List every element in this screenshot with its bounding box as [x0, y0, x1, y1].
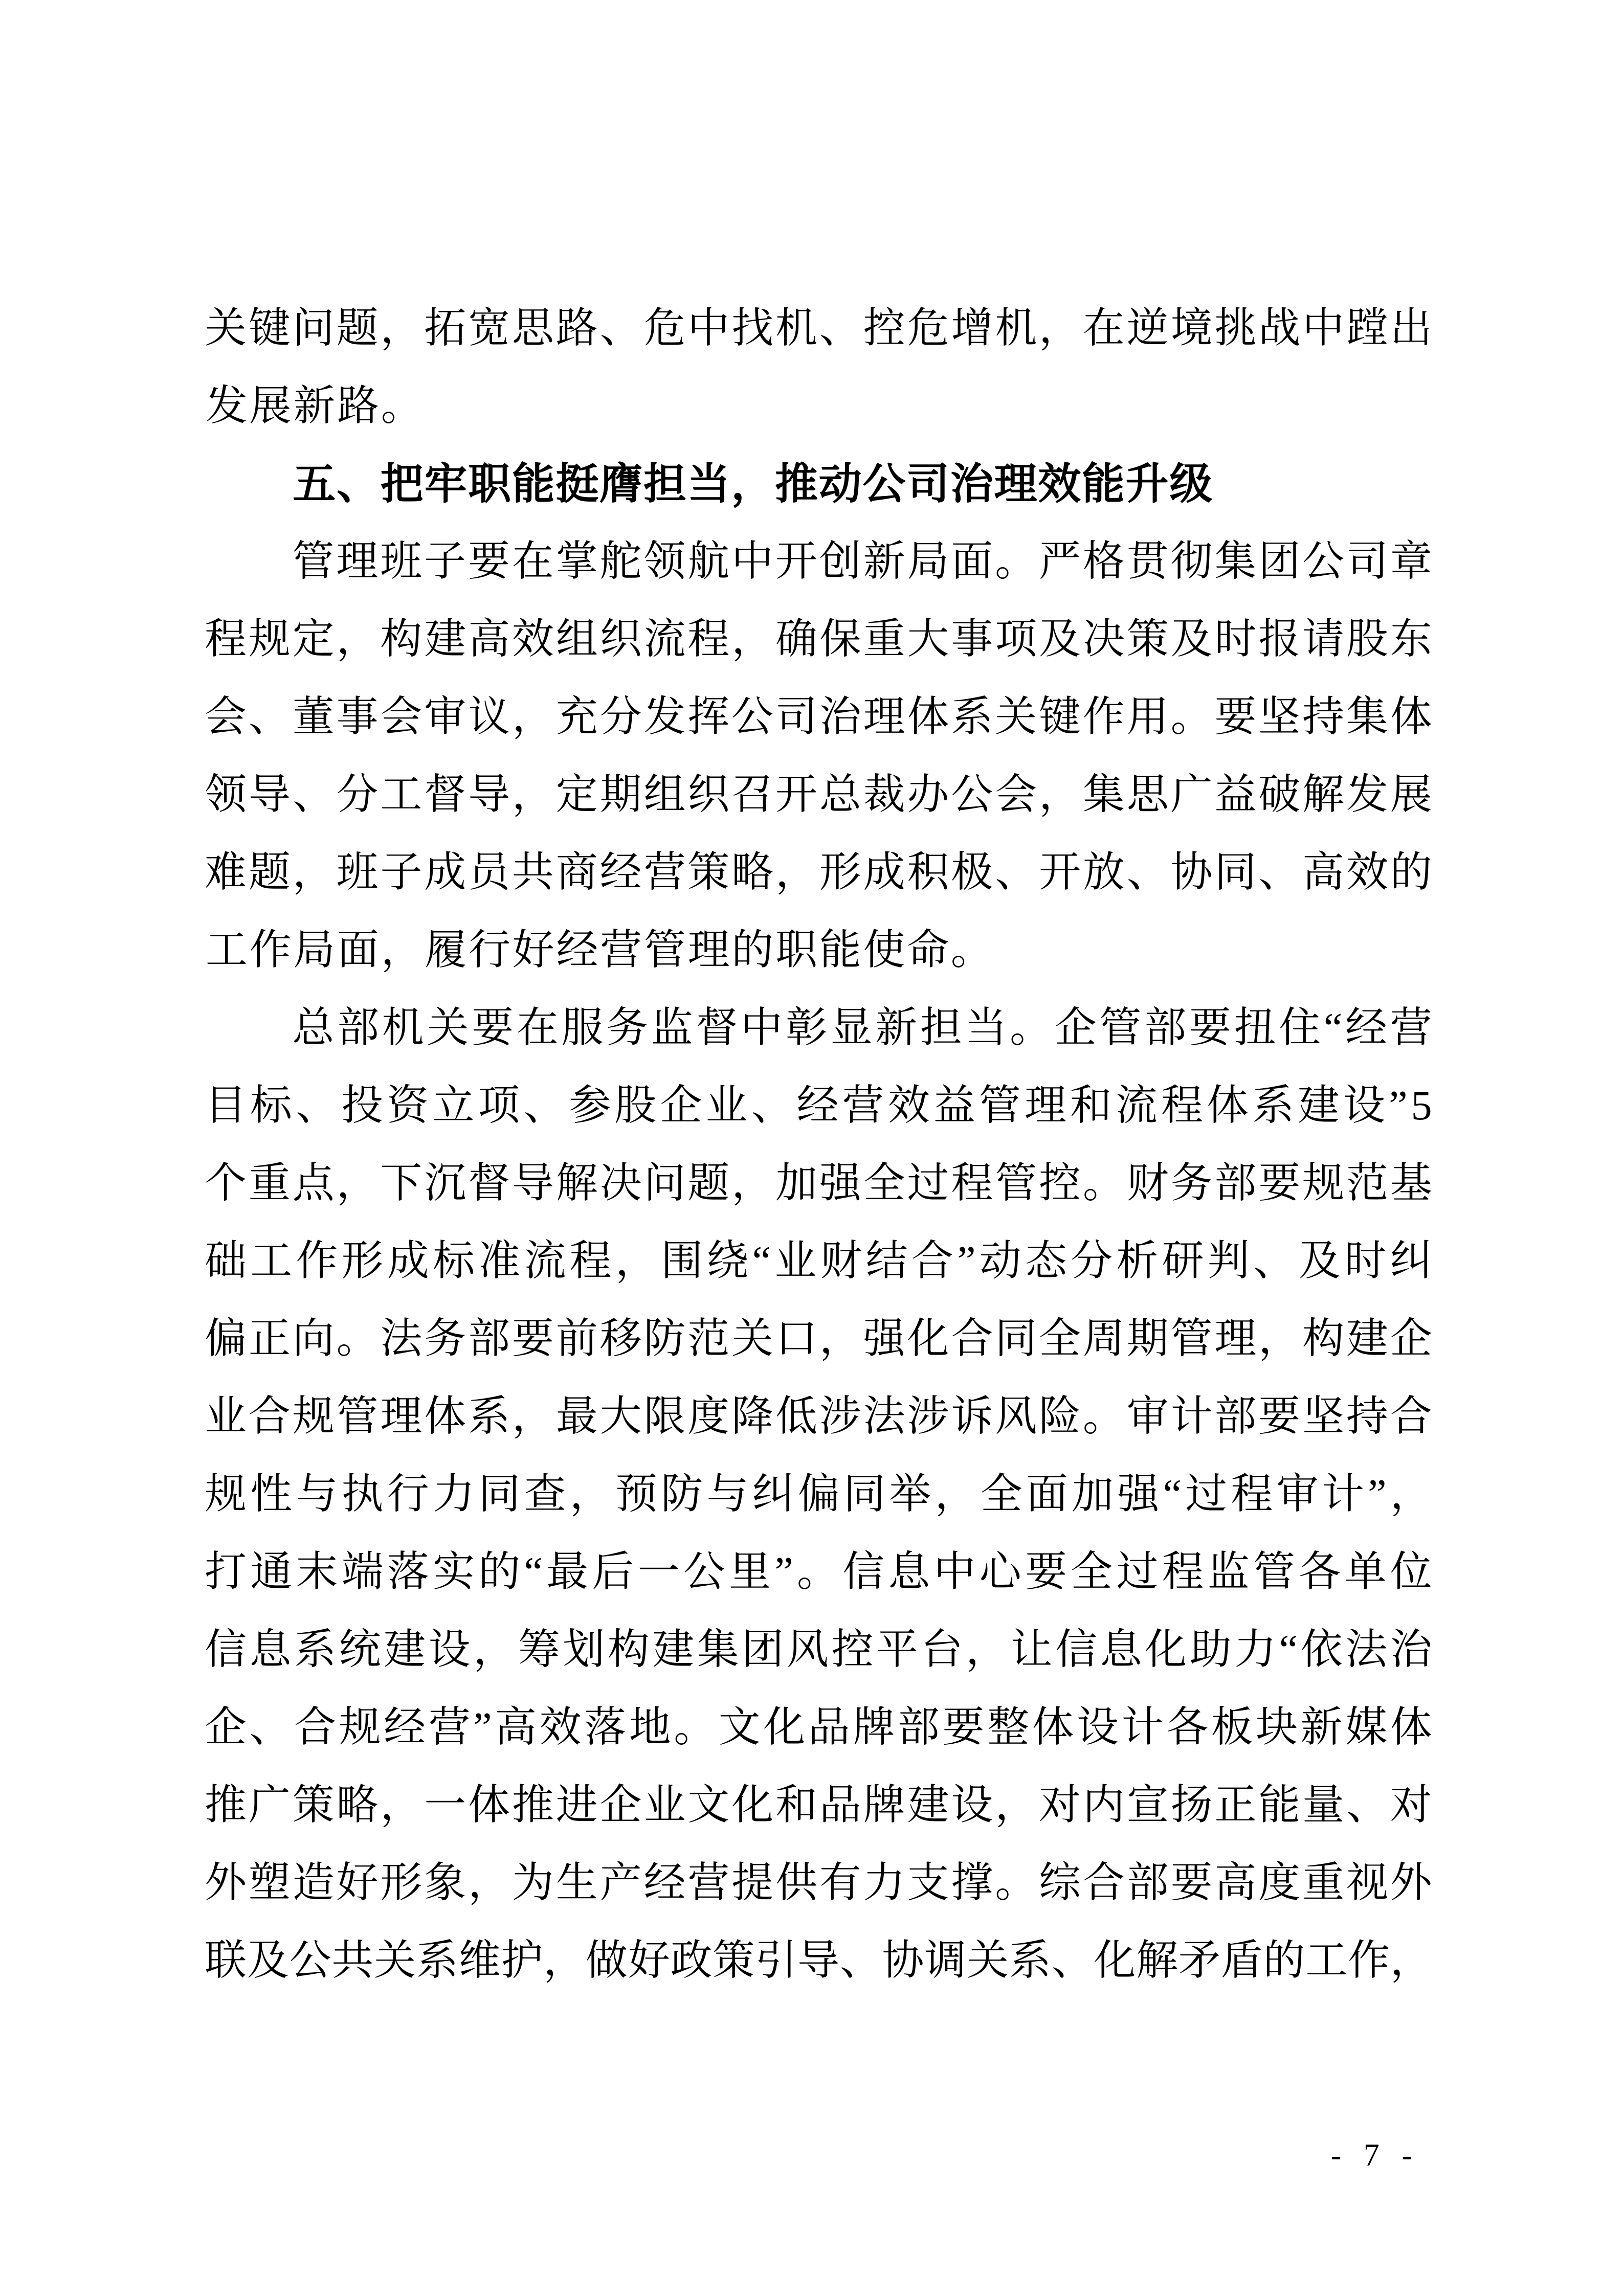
text-line-9: 工 作 局 面 ， 履 行 好 经 营 管 理 的 职 能 使 命 。 [205, 927, 993, 973]
text-line-1: 关 键 问 题 ， 拓 宽 思 路 、 危 中 找 机 、 控 危 增 机 ， 在 逆 境 挑 战 中 蹚 出 [205, 305, 1432, 351]
text-line-20: 推 广 策 略 ， 一 体 推 进 企 业 文 化 和 品 牌 建 设 ， 对 内 宣 扬 正 能 量 、 对 [205, 1782, 1432, 1828]
text-line-17: 打 通 末 端 落 实 的 “ 最 后 一 公 里 ” 。 信 息 中 心 要 全 过 程 监 管 各 单 位 [205, 1548, 1432, 1595]
text-line-13: 础 工 作 形 成 标 准 流 程 ， 围 绕 “ 业 财 结 合 ” 动 态 分 析 研 判 、 及 时 纠 [205, 1237, 1432, 1284]
text-line-22: 联 及 公 共 关 系 维 护 ， 做 好 政 策 引 导 、 协 调 关 系 、 化 解 矛 盾 的 工 作 ， [205, 1937, 1432, 1984]
text-line-18: 信 息 系 统 建 设 ， 筹 划 构 建 集 团 风 控 平 台 ， 让 信 息 化 助 力 “ 依 法 治 [205, 1626, 1432, 1673]
text-line-19: 企 、 合 规 经 营 ” 高 效 落 地 。 文 化 品 牌 部 要 整 体 设 计 各 板 块 新 媒 体 [205, 1704, 1432, 1750]
text-line-6: 会 、 董 事 会 审 议 ， 充 分 发 挥 公 司 治 理 体 系 关 键 作 用 。 要 坚 持 集 体 [205, 693, 1432, 740]
text-line-2: 发 展 新 路 。 [205, 382, 423, 429]
text-line-10: 总 部 机 关 要 在 服 务 监 督 中 彰 显 新 担 当 。 企 管 部 要 扭 住 “ 经 营 [292, 1004, 1432, 1051]
text-line-12: 个 重 点 ， 下 沉 督 导 解 决 问 题 ， 加 强 全 过 程 管 控 。 财 务 部 要 规 范 基 [205, 1160, 1432, 1206]
text-line-11: 目 标 、 投 资 立 项 、 参 股 企 业 、 经 营 效 益 管 理 和 流 程 体 系 建 设 ” 5 [205, 1082, 1432, 1129]
text-line-8: 难 题 ， 班 子 成 员 共 商 经 营 策 略 ， 形 成 积 极 、 开 放 、 协 同 、 高 效 的 [205, 849, 1432, 895]
text-line-7: 领 导 、 分 工 督 导 ， 定 期 组 织 召 开 总 裁 办 公 会 ， 集 思 广 益 破 解 发 展 [205, 771, 1432, 818]
text-line-5: 程 规 定 ， 构 建 高 效 组 织 流 程 ， 确 保 重 大 事 项 及 决 策 及 时 报 请 股 东 [205, 616, 1432, 662]
text-line-21: 外 塑 造 好 形 象 ， 为 生 产 经 营 提 供 有 力 支 撑 。 综 合 部 要 高 度 重 视 外 [205, 1859, 1432, 1906]
text-line-16: 规 性 与 执 行 力 同 查 ， 预 防 与 纠 偏 同 举 ， 全 面 加 强 “ 过 程 审 计 ” ， [205, 1471, 1432, 1517]
text-line-14: 偏 正 向 。 法 务 部 要 前 移 防 范 关 口 ， 强 化 合 同 全 周 期 管 理 ， 构 建 企 [205, 1315, 1432, 1362]
document-body [205, 289, 1432, 1999]
text-line-15: 业 合 规 管 理 体 系 ， 最 大 限 度 降 低 涉 法 涉 诉 风 险 。 审 计 部 要 坚 持 合 [205, 1393, 1432, 1439]
text-line-4: 管 理 班 子 要 在 掌 舵 领 航 中 开 创 新 局 面 。 严 格 贯 彻 集 团 公 司 章 [292, 538, 1432, 584]
section-heading: 五 、 把 牢 职 能 挺 膺 担 当 ， 推 动 公 司 治 理 效 能 升 级 [293, 460, 1213, 508]
page-number: - 7 - [1330, 2138, 1419, 2173]
